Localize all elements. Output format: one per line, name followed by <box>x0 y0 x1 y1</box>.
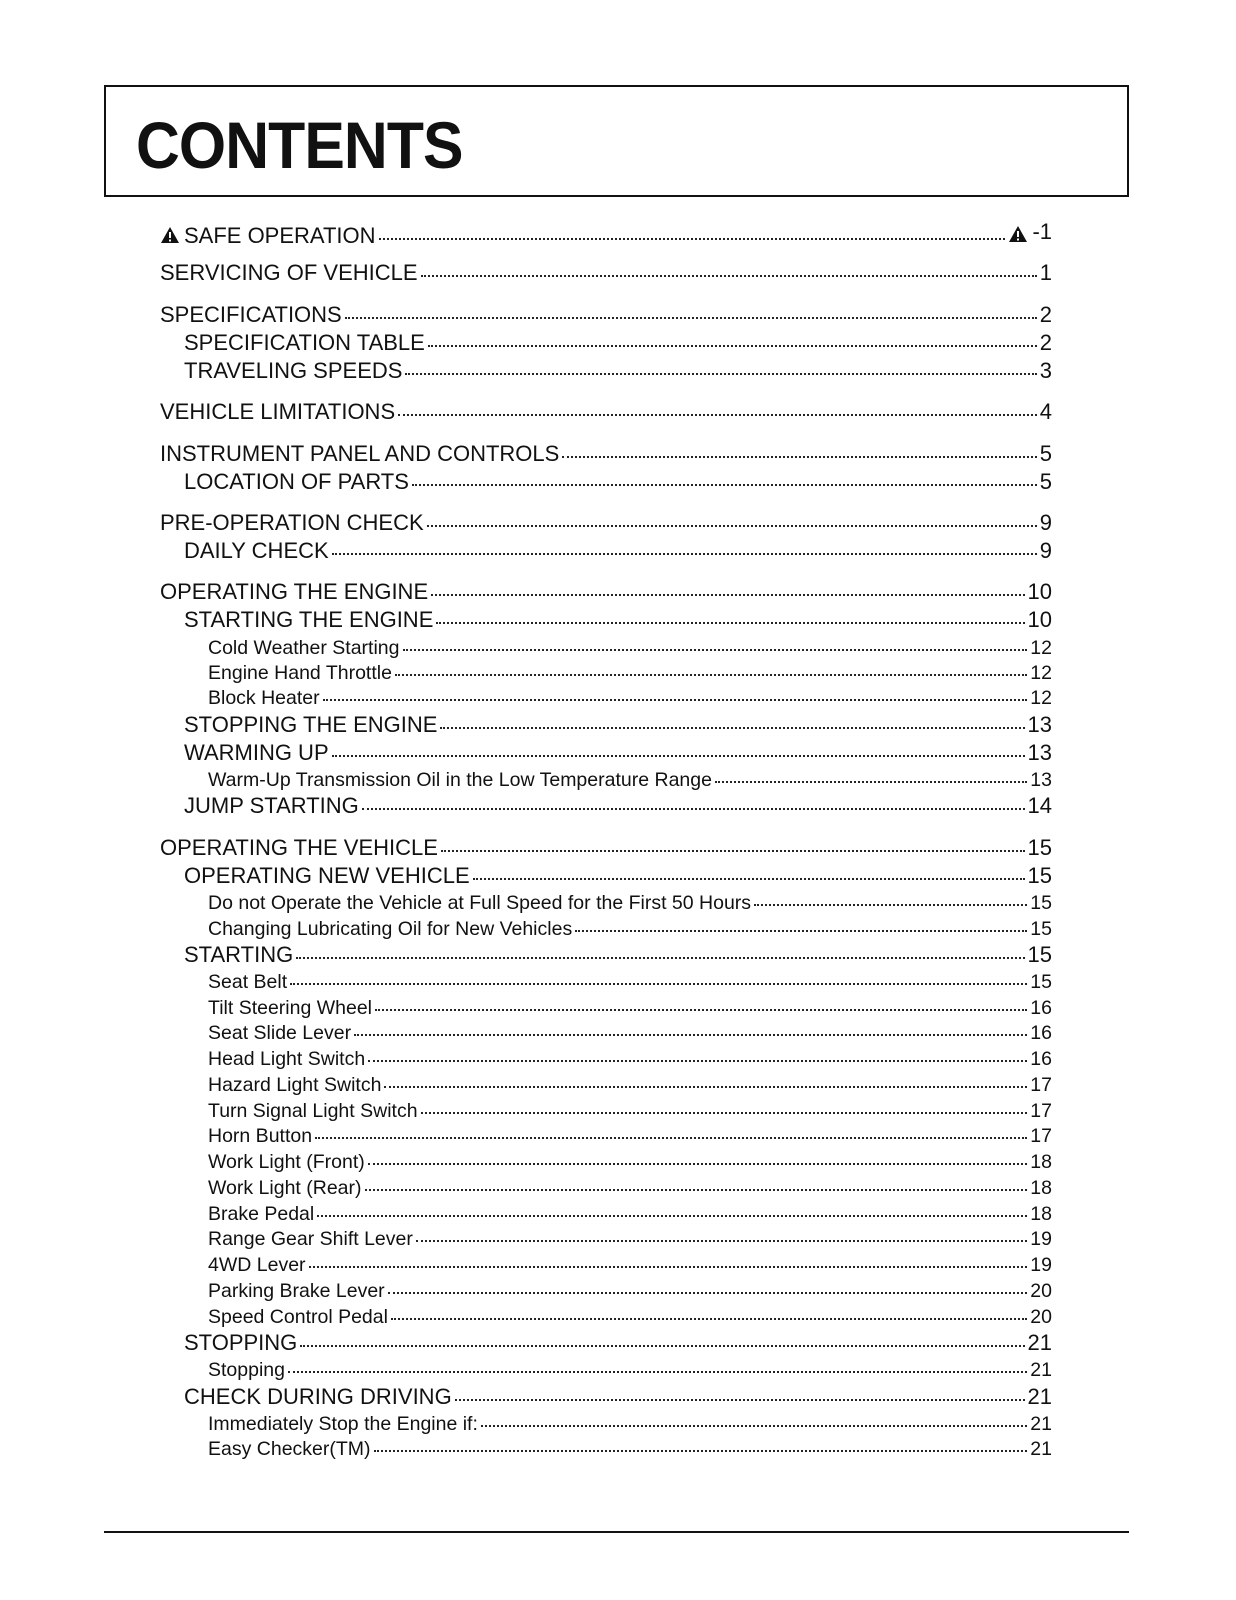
toc-page-number <box>1008 219 1052 245</box>
page-number-text: 15 <box>1030 918 1052 940</box>
page-number-text: 16 <box>1030 1048 1052 1070</box>
warning-triangle-icon <box>160 224 180 242</box>
dot-leader <box>368 1163 1028 1165</box>
dot-leader <box>300 1345 1024 1347</box>
dot-leader <box>398 414 1037 416</box>
toc-entry-label: Cold Weather Starting <box>208 637 400 659</box>
dot-leader <box>405 373 1036 375</box>
toc-entry-label: INSTRUMENT PANEL AND CONTROLS <box>160 441 560 466</box>
toc-page-number <box>1040 260 1052 286</box>
toc-entry[interactable] <box>160 399 1052 425</box>
toc-page-number <box>1030 1074 1052 1097</box>
dot-leader <box>309 1266 1028 1268</box>
dot-leader <box>395 674 1027 676</box>
page-number-text: 13 <box>1027 740 1052 765</box>
dot-leader <box>345 317 1037 319</box>
dot-leader <box>416 1240 1027 1242</box>
toc-entry-label: Hazard Light Switch <box>208 1074 382 1096</box>
toc-entry[interactable] <box>160 219 1052 249</box>
page-number-text: 21 <box>1030 1438 1052 1460</box>
toc-entry[interactable] <box>160 302 1052 328</box>
toc-entry[interactable] <box>160 835 1052 861</box>
toc-entry[interactable] <box>208 1100 1052 1123</box>
page-number-text: 19 <box>1030 1254 1052 1276</box>
dot-leader <box>290 983 1027 985</box>
toc-entry[interactable] <box>208 971 1052 994</box>
toc-entry[interactable] <box>208 637 1052 660</box>
toc-entry[interactable] <box>208 1280 1052 1303</box>
toc-entry[interactable] <box>184 330 1052 356</box>
page-number-text: 18 <box>1030 1151 1052 1173</box>
dot-leader <box>754 904 1027 906</box>
page-number-text: 17 <box>1030 1100 1052 1122</box>
toc-page-number <box>1040 399 1052 425</box>
toc-entry[interactable] <box>208 997 1052 1020</box>
toc-entry[interactable] <box>208 1048 1052 1071</box>
toc-entry-label: OPERATING THE ENGINE <box>160 579 429 604</box>
toc-entry[interactable] <box>184 942 1052 968</box>
toc-page-number <box>1030 892 1052 915</box>
toc-entry-label: Speed Control Pedal <box>208 1306 388 1328</box>
page-number-text: 13 <box>1030 769 1052 791</box>
toc-entry-label: Horn Button <box>208 1125 313 1147</box>
toc-entry[interactable] <box>184 712 1052 738</box>
toc-page-number <box>1040 538 1052 564</box>
toc-page-number <box>1028 863 1052 889</box>
dot-leader <box>379 238 1006 240</box>
toc-entry-label: Parking Brake Lever <box>208 1280 385 1302</box>
dot-leader <box>436 622 1024 624</box>
toc-entry-label: Head Light Switch <box>208 1048 366 1070</box>
dot-leader <box>354 1034 1027 1036</box>
dot-leader <box>562 456 1036 458</box>
toc-entry-label: 4WD Lever <box>208 1254 306 1276</box>
toc-entry[interactable] <box>160 510 1052 536</box>
toc-entry[interactable] <box>208 918 1052 941</box>
toc-page-number <box>1040 358 1052 384</box>
toc-entry[interactable] <box>184 1384 1052 1410</box>
dot-leader <box>365 1189 1028 1191</box>
toc-page-number <box>1028 712 1052 738</box>
toc-page-number <box>1040 302 1052 328</box>
dot-leader <box>427 525 1037 527</box>
toc-entry[interactable] <box>208 1413 1052 1436</box>
toc-entry-label: Warm-Up Transmission Oil in the Low Temperature Range <box>208 769 712 791</box>
dot-leader <box>391 1318 1027 1320</box>
page-number-text: 19 <box>1030 1228 1052 1250</box>
toc-entry-label: WARMING UP <box>184 740 329 765</box>
dot-leader <box>288 1371 1027 1373</box>
toc-page-number <box>1028 835 1052 861</box>
toc-entry-label: STOPPING <box>184 1330 298 1355</box>
toc-entry[interactable] <box>208 1074 1052 1097</box>
toc-page-number <box>1030 1100 1052 1123</box>
page-number-text: 1 <box>1039 260 1052 285</box>
toc-entry-label: SERVICING OF VEHICLE <box>160 260 418 285</box>
dot-leader <box>455 1399 1025 1401</box>
toc-entry-label: Do not Operate the Vehicle at Full Speed for the First 50 Hours <box>208 892 752 914</box>
dot-leader <box>715 781 1027 783</box>
dot-leader <box>428 345 1037 347</box>
toc-entry-label: STARTING <box>184 942 294 967</box>
page-number-text: 14 <box>1027 793 1052 818</box>
dot-leader <box>362 808 1025 810</box>
toc-page-number <box>1028 740 1052 766</box>
toc-entry-label: TRAVELING SPEEDS <box>184 358 403 383</box>
dot-leader <box>374 1450 1028 1452</box>
toc-entry-label: SPECIFICATION TABLE <box>184 330 425 355</box>
dot-leader <box>332 755 1025 757</box>
page-number-text: 21 <box>1030 1413 1052 1435</box>
page-number-text: 16 <box>1030 1022 1052 1044</box>
toc-page-number <box>1028 579 1052 605</box>
page-number-text: 9 <box>1039 538 1052 563</box>
page-number-text: 12 <box>1030 637 1052 659</box>
toc-entry[interactable] <box>208 1438 1052 1461</box>
page-title: CONTENTS <box>136 108 463 182</box>
toc-entry-label: DAILY CHECK <box>184 538 329 563</box>
toc-entry[interactable] <box>208 1306 1052 1329</box>
toc-entry[interactable] <box>184 1330 1052 1356</box>
toc-entry-label: Turn Signal Light Switch <box>208 1100 418 1122</box>
toc-entry-label: OPERATING NEW VEHICLE <box>184 863 470 888</box>
toc-entry[interactable] <box>160 260 1052 286</box>
page-number-text: 18 <box>1030 1203 1052 1225</box>
toc-entry[interactable] <box>184 607 1052 633</box>
toc-entry-label: Tilt Steering Wheel <box>208 997 373 1019</box>
page-number-text: 12 <box>1030 687 1052 709</box>
dot-leader <box>323 699 1028 701</box>
dot-leader <box>375 1009 1027 1011</box>
toc-page-number <box>1030 637 1052 660</box>
toc-page-number <box>1030 918 1052 941</box>
dot-leader <box>317 1215 1027 1217</box>
toc-entry[interactable] <box>208 662 1052 685</box>
page-number-text: 10 <box>1027 579 1052 604</box>
page-number-text: 4 <box>1039 399 1052 424</box>
toc-entry[interactable] <box>208 892 1052 915</box>
toc-page-number <box>1028 793 1052 819</box>
toc-entry-label: Brake Pedal <box>208 1203 315 1225</box>
toc-entry-label: Seat Belt <box>208 971 288 993</box>
toc-entry-label: Work Light (Rear) <box>208 1177 362 1199</box>
page-number-text: 2 <box>1039 302 1052 327</box>
dot-leader <box>384 1086 1027 1088</box>
dot-leader <box>575 930 1027 932</box>
toc-entry[interactable] <box>184 469 1052 495</box>
page-number-text: 15 <box>1027 942 1052 967</box>
dot-leader <box>481 1425 1027 1427</box>
dot-leader <box>403 649 1028 651</box>
toc-entry-label: Block Heater <box>208 687 320 709</box>
toc-entry-label: Range Gear Shift Lever <box>208 1228 413 1250</box>
toc-entry-label: Stopping <box>208 1359 285 1381</box>
toc-entry-label: OPERATING THE VEHICLE <box>160 835 438 860</box>
toc-page-number <box>1030 1306 1052 1329</box>
page-number-text: 5 <box>1039 441 1052 466</box>
toc-entry[interactable] <box>208 1177 1052 1200</box>
dot-leader <box>332 553 1037 555</box>
warning-triangle-icon <box>1008 223 1028 241</box>
toc-entry[interactable] <box>208 1228 1052 1251</box>
dot-leader <box>315 1137 1027 1139</box>
toc-page-number <box>1030 1151 1052 1174</box>
toc-entry-label: Changing Lubricating Oil for New Vehicles <box>208 918 573 940</box>
toc-entry[interactable] <box>184 740 1052 766</box>
toc-entry[interactable] <box>184 863 1052 889</box>
page-number-text: 13 <box>1027 712 1052 737</box>
toc-entry[interactable] <box>208 1254 1052 1277</box>
toc-page-number <box>1030 1359 1052 1382</box>
page-number-text: 20 <box>1030 1280 1052 1302</box>
toc-entry[interactable] <box>208 1359 1052 1382</box>
page-number-text: 21 <box>1027 1330 1052 1355</box>
toc-page-number <box>1028 1330 1052 1356</box>
toc-page-number <box>1030 971 1052 994</box>
toc-entry-label: SAFE OPERATION <box>184 223 376 248</box>
toc-page-number <box>1030 1048 1052 1071</box>
toc-entry-label: Seat Slide Lever <box>208 1022 352 1044</box>
dot-leader <box>421 1112 1028 1114</box>
dot-leader <box>368 1060 1027 1062</box>
toc-entry[interactable] <box>208 769 1052 792</box>
page-number-text: 20 <box>1030 1306 1052 1328</box>
toc-entry[interactable] <box>208 687 1052 710</box>
toc-page-number <box>1030 1413 1052 1436</box>
toc-page-number <box>1030 1022 1052 1045</box>
dot-leader <box>412 484 1037 486</box>
toc-page-number <box>1030 997 1052 1020</box>
toc-entry-label: Immediately Stop the Engine if: <box>208 1413 478 1435</box>
toc-entry[interactable] <box>208 1125 1052 1148</box>
toc-page-number <box>1030 1254 1052 1277</box>
page-number-text: 5 <box>1039 469 1052 494</box>
dot-leader <box>388 1292 1028 1294</box>
toc-entry[interactable] <box>208 1022 1052 1045</box>
dot-leader <box>473 878 1025 880</box>
toc-page-number <box>1028 607 1052 633</box>
toc-entry-label: JUMP STARTING <box>184 793 359 818</box>
toc-page-number <box>1028 1384 1052 1410</box>
page-number-text: 17 <box>1030 1125 1052 1147</box>
toc-entry[interactable] <box>160 579 1052 605</box>
toc-entry-label: CHECK DURING DRIVING <box>184 1384 452 1409</box>
contents-title-box <box>104 85 1129 197</box>
page-number-text: 15 <box>1027 835 1052 860</box>
page-number-text: -1 <box>1032 219 1052 244</box>
dot-leader <box>296 957 1024 959</box>
toc-entry-label: LOCATION OF PARTS <box>184 469 409 494</box>
page-number-text: 16 <box>1030 997 1052 1019</box>
page-number-text: 15 <box>1030 892 1052 914</box>
dot-leader <box>440 727 1024 729</box>
toc-entry[interactable] <box>184 358 1052 384</box>
toc-page-number <box>1040 469 1052 495</box>
toc-entry-label: VEHICLE LIMITATIONS <box>160 399 396 424</box>
toc-page-number <box>1030 1203 1052 1226</box>
toc-entry-label: PRE-OPERATION CHECK <box>160 510 424 535</box>
page-number-text: 9 <box>1039 510 1052 535</box>
toc-entry[interactable] <box>208 1151 1052 1174</box>
toc-page-number <box>1040 330 1052 356</box>
toc-entry-label: SPECIFICATIONS <box>160 302 342 327</box>
page-number-text: 12 <box>1030 662 1052 684</box>
toc-entry-label-group <box>160 223 376 249</box>
toc-page-number <box>1030 662 1052 685</box>
page-number-text: 21 <box>1030 1359 1052 1381</box>
toc-entry[interactable] <box>160 441 1052 467</box>
toc-entry-label: Easy Checker(TM) <box>208 1438 371 1460</box>
dot-leader <box>431 594 1024 596</box>
toc-entry-label: Engine Hand Throttle <box>208 662 392 684</box>
bottom-divider <box>104 1531 1129 1533</box>
toc-entry-label: STARTING THE ENGINE <box>184 607 434 632</box>
dot-leader <box>441 850 1025 852</box>
toc-entry[interactable] <box>184 538 1052 564</box>
toc-entry[interactable] <box>184 793 1052 819</box>
toc-page-number <box>1030 769 1052 792</box>
toc-page-number <box>1030 1125 1052 1148</box>
dot-leader <box>421 275 1037 277</box>
toc-page-number <box>1030 1177 1052 1200</box>
page-number-text: 2 <box>1039 330 1052 355</box>
toc-entry-label: STOPPING THE ENGINE <box>184 712 438 737</box>
page-number-text: 10 <box>1027 607 1052 632</box>
page-number-text: 15 <box>1027 863 1052 888</box>
page-number-text: 15 <box>1030 971 1052 993</box>
toc-page-number <box>1030 687 1052 710</box>
page-number-text: 17 <box>1030 1074 1052 1096</box>
toc-entry[interactable] <box>208 1203 1052 1226</box>
toc-page-number <box>1030 1228 1052 1251</box>
toc-entry-label: Work Light (Front) <box>208 1151 365 1173</box>
toc-page-number <box>1040 441 1052 467</box>
toc-page-number <box>1030 1280 1052 1303</box>
toc-page-number <box>1030 1438 1052 1461</box>
toc-page-number <box>1028 942 1052 968</box>
page-number-text: 3 <box>1039 358 1052 383</box>
toc-page-number <box>1040 510 1052 536</box>
page-number-text: 18 <box>1030 1177 1052 1199</box>
page-number-text: 21 <box>1027 1384 1052 1409</box>
